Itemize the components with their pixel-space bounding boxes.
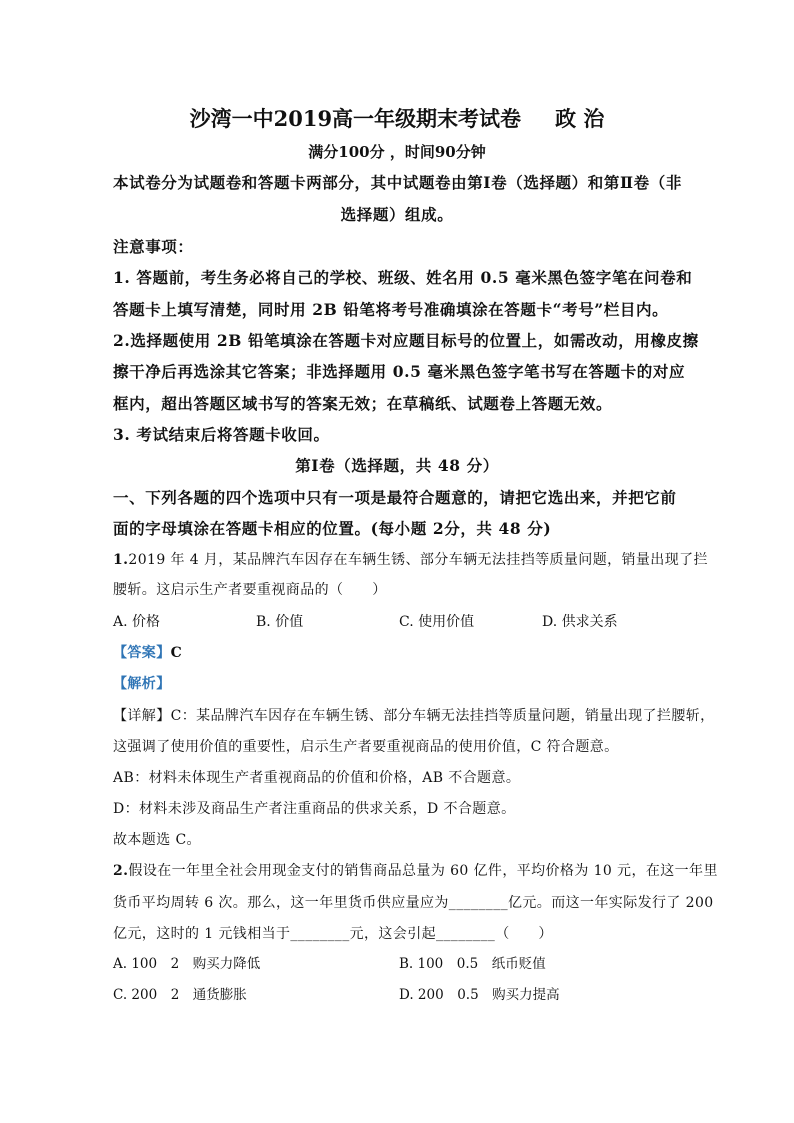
q2-stem-text-1: 假设在一年里全社会用现金支付的销售商品总量为 60 亿件，平均价格为 10 元，在这一年里 (128, 863, 718, 879)
q2-stem-line-1 (113, 863, 718, 879)
q1-analysis-tag (113, 677, 685, 691)
q1-conclusion: 故本题选 C。 (113, 832, 201, 848)
notes-line: 擦干净后再选涂其它答案；非选择题用 0.5 毫米黑色签字笔书写在答题卡的对应 (113, 362, 686, 381)
q1-stem-line-2: 腰斩。这启示生产者要重视商品的（ ） (113, 582, 387, 598)
q1-detail-line-3: AB：材料未体现生产者重视商品的价值和价格，AB 不合题意。 (113, 770, 521, 786)
q2-option-d: D. 200 0.5 购买力提高 (399, 987, 560, 1003)
detail-tag: 【详解】 (113, 708, 171, 724)
notes-line: 2.选择题使用 2B 铅笔填涂在答题卡对应题目标号的位置上，如需改动，用橡皮擦 (113, 331, 699, 350)
q1-answer: C (170, 645, 183, 661)
q1-answer-line (113, 646, 685, 660)
q1-option-d: D. 供求关系 (542, 614, 618, 630)
q2-option-b: B. 100 0.5 纸币贬值 (399, 956, 546, 972)
q1-detail-text-1: C：某品牌汽车因存在车辆生锈、部分车辆无法挂挡等质量问题，销量出现了拦腰斩， (170, 708, 715, 724)
notes-line: 答题卡上填写清楚，同时用 2B 铅笔将考号准确填涂在答题卡“考号”栏目内。 (113, 300, 669, 319)
q1-option-b: B. 价值 (256, 614, 304, 630)
answer-tag: 【答案】 (113, 645, 171, 661)
analysis-tag: 【解析】 (113, 676, 171, 692)
notes-line: 1. 答题前，考生务必将自己的学校、班级、姓名用 0.5 毫米黑色签字笔在问卷和 (113, 268, 693, 287)
page-title (0, 108, 794, 129)
q1-detail-line-1 (113, 708, 715, 724)
intro-line-2: 选择题）组成。 (340, 205, 454, 224)
q2-number: 2. (113, 863, 129, 879)
q2-stem-line-3: 亿元，这时的 1 元钱相当于________元，这会引起________（ ） (113, 926, 553, 942)
q2-option-c: C. 200 2 通货膨胀 (113, 987, 247, 1003)
q2-options-row-1 (113, 958, 685, 972)
title-main: 沙湾一中2019高一年级期末考试卷 (189, 106, 522, 131)
q1-number: 1. (113, 552, 129, 568)
section-instruction-1: 一、下列各题的四个选项中只有一项是最符合题意的，请把它选出来，并把它前 (113, 488, 677, 507)
q1-detail-line-4: D：材料未涉及商品生产者注重商品的供求关系，D 不合题意。 (113, 801, 516, 817)
q1-stem-line-1 (113, 552, 708, 568)
q1-option-c: C. 使用价值 (399, 614, 475, 630)
section-heading: 第Ⅰ卷（选择题，共 48 分） (295, 456, 499, 475)
q1-stem-text-1: 2019 年 4 月，某品牌汽车因存在车辆生锈、部分车辆无法挂挡等质量问题，销量出现了拦 (128, 552, 708, 568)
notes-line: 框内，超出答题区域书写的答案无效；在草稿纸、试题卷上答题无效。 (113, 394, 613, 413)
q1-option-a: A. 价格 (113, 614, 161, 630)
notes-heading: 注意事项： (113, 237, 194, 256)
q1-detail-line-2: 这强调了使用价值的重要性，启示生产者要重视商品的使用价值，C 符合题意。 (113, 739, 619, 755)
q2-options-row-2 (113, 989, 685, 1003)
section-instruction-2: 面的字母填涂在答题卡相应的位置。(每小题 2分，共 48 分) (113, 519, 552, 538)
notes-line: 3. 考试结束后将答题卡收回。 (113, 425, 330, 444)
intro-line-1: 本试卷分为试题卷和答题卡两部分，其中试题卷由第Ⅰ卷（选择题）和第Ⅱ卷（非 (113, 173, 682, 192)
title-subject: 政 治 (555, 106, 605, 131)
q2-stem-line-2: 货币平均周转 6 次。那么，这一年里货币供应量应为________亿元。而这一年实际发行了 200 (113, 895, 714, 911)
q1-options (113, 615, 685, 629)
q2-option-a: A. 100 2 购买力降低 (113, 956, 261, 972)
exam-subtitle: 满分100分 ，时间90分钟 (308, 143, 486, 161)
